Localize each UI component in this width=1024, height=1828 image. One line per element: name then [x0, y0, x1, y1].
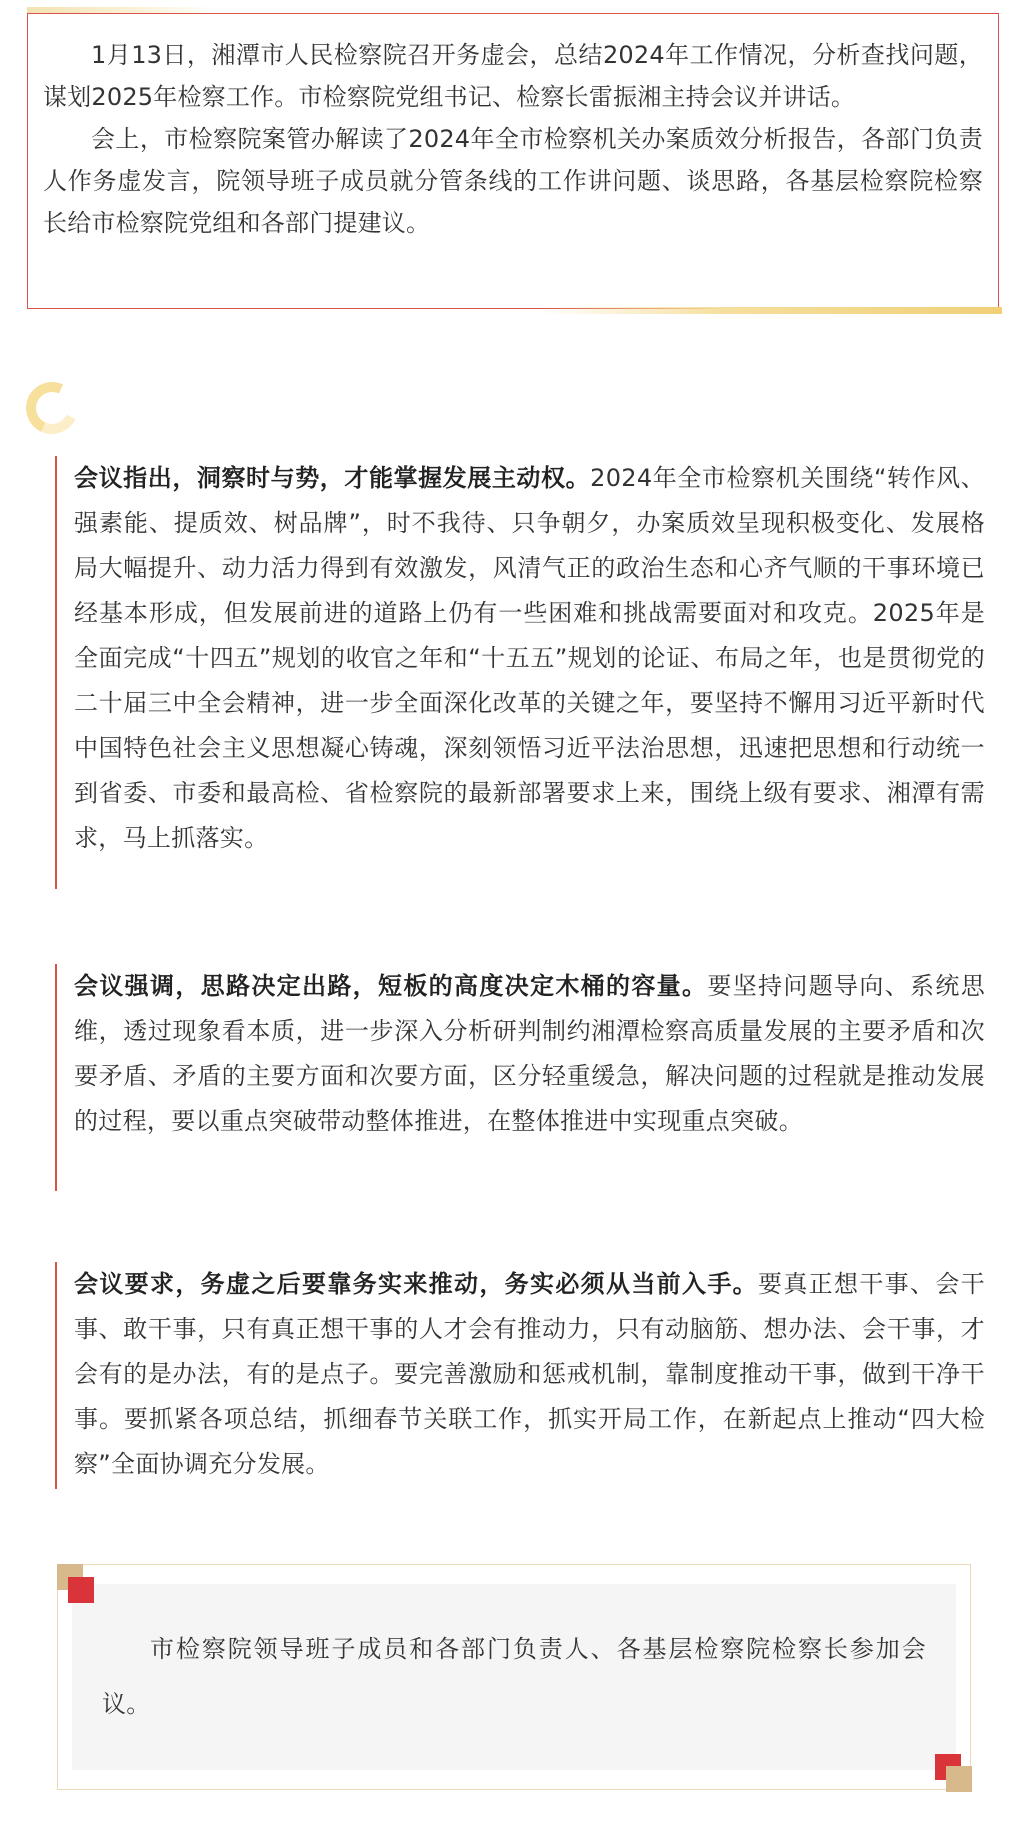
attendees-box: [57, 1564, 971, 1790]
section-text: [74, 1262, 985, 1487]
section-lead: 会议要求，务虚之后要靠务实来推动，务实必须从当前入手。: [74, 1270, 759, 1298]
section-text: [74, 456, 985, 861]
section-body: 2024年全市检察机关围绕“转作风、强素能、提质效、树品牌”，时不我待、只争朝夕，办案质效呈现积极变化、发展格局大幅提升、动力活力得到有效激发，风清气正的政治生态和心齐气顺的干事环境已经基本形成，但发展前进的道路上仍有一些困难和挑战需要面对和攻克。2025年是全面完成“十四五”规划的收官之年和“十五五”规划的论证、布局之年，也是贯彻党的二十届三中全会精神，进一步全面深化改革的关键之年，要坚持不懈用习近平新时代中国特色社会主义思想凝心铸魂，深刻领悟习近平法治思想，迅速把思想和行动统一到省委、市委和最高检、省检察院的最新部署要求上来，围绕上级有要求、湘潭有需求，马上抓落实。: [74, 464, 985, 852]
intro-paragraph-2: 会上，市检察院案管办解读了2024年全市检察机关办案质效分析报告，各部门负责人作务虚发言，院领导班子成员就分管条线的工作讲问题、谈思路，各基层检察院检察长给市检察院党组和各部门提建议。: [43, 125, 983, 237]
corner-square-tan-bottom: [946, 1766, 972, 1792]
section-body: 要真正想干事、会干事、敢干事，只有真正想干事的人才会有推动力，只有动脑筋、想办法、会干事，才会有的是办法，有的是点子。要完善激励和惩戒机制，靠制度推动干事，做到干净干事。要抓紧各项总结，抓细春节关联工作，抓实开局工作，在新起点上推动“四大检察”全面协调充分发展。: [74, 1270, 985, 1478]
section-meeting-emphasized: [55, 964, 985, 1191]
corner-square-red-top: [68, 1577, 94, 1603]
intro-paragraph-1: 1月13日，湘潭市人民检察院召开务虚会，总结2024年工作情况，分析查找问题，谋划2025年检察工作。市检察院党组书记、检察长雷振湘主持会议并讲话。: [43, 41, 983, 111]
intro-bottom-accent: [540, 307, 1002, 314]
section-lead: 会议指出，洞察时与势，才能掌握发展主动权。: [74, 464, 591, 492]
section-meeting-noted: [55, 456, 985, 889]
section-lead: 会议强调，思路决定出路，短板的高度决定木桶的容量。: [74, 972, 708, 1000]
attendees-inner: [72, 1584, 956, 1770]
section-body: 要坚持问题导向、系统思维，透过现象看本质，进一步深入分析研判制约湘潭检察高质量发展的主要矛盾和次要矛盾、矛盾的主要方面和次要方面，区分轻重缓急，解决问题的过程就是推动发展的过程，要以重点突破带动整体推进，在整体推进中实现重点突破。: [74, 972, 985, 1135]
section-meeting-required: [55, 1262, 985, 1489]
intro-box: [27, 13, 999, 309]
section-text: [74, 964, 985, 1144]
decorative-arc-icon: [19, 375, 86, 442]
attendees-text: 市检察院领导班子成员和各部门负责人、各基层检察院检察长参加会议。: [102, 1635, 926, 1718]
